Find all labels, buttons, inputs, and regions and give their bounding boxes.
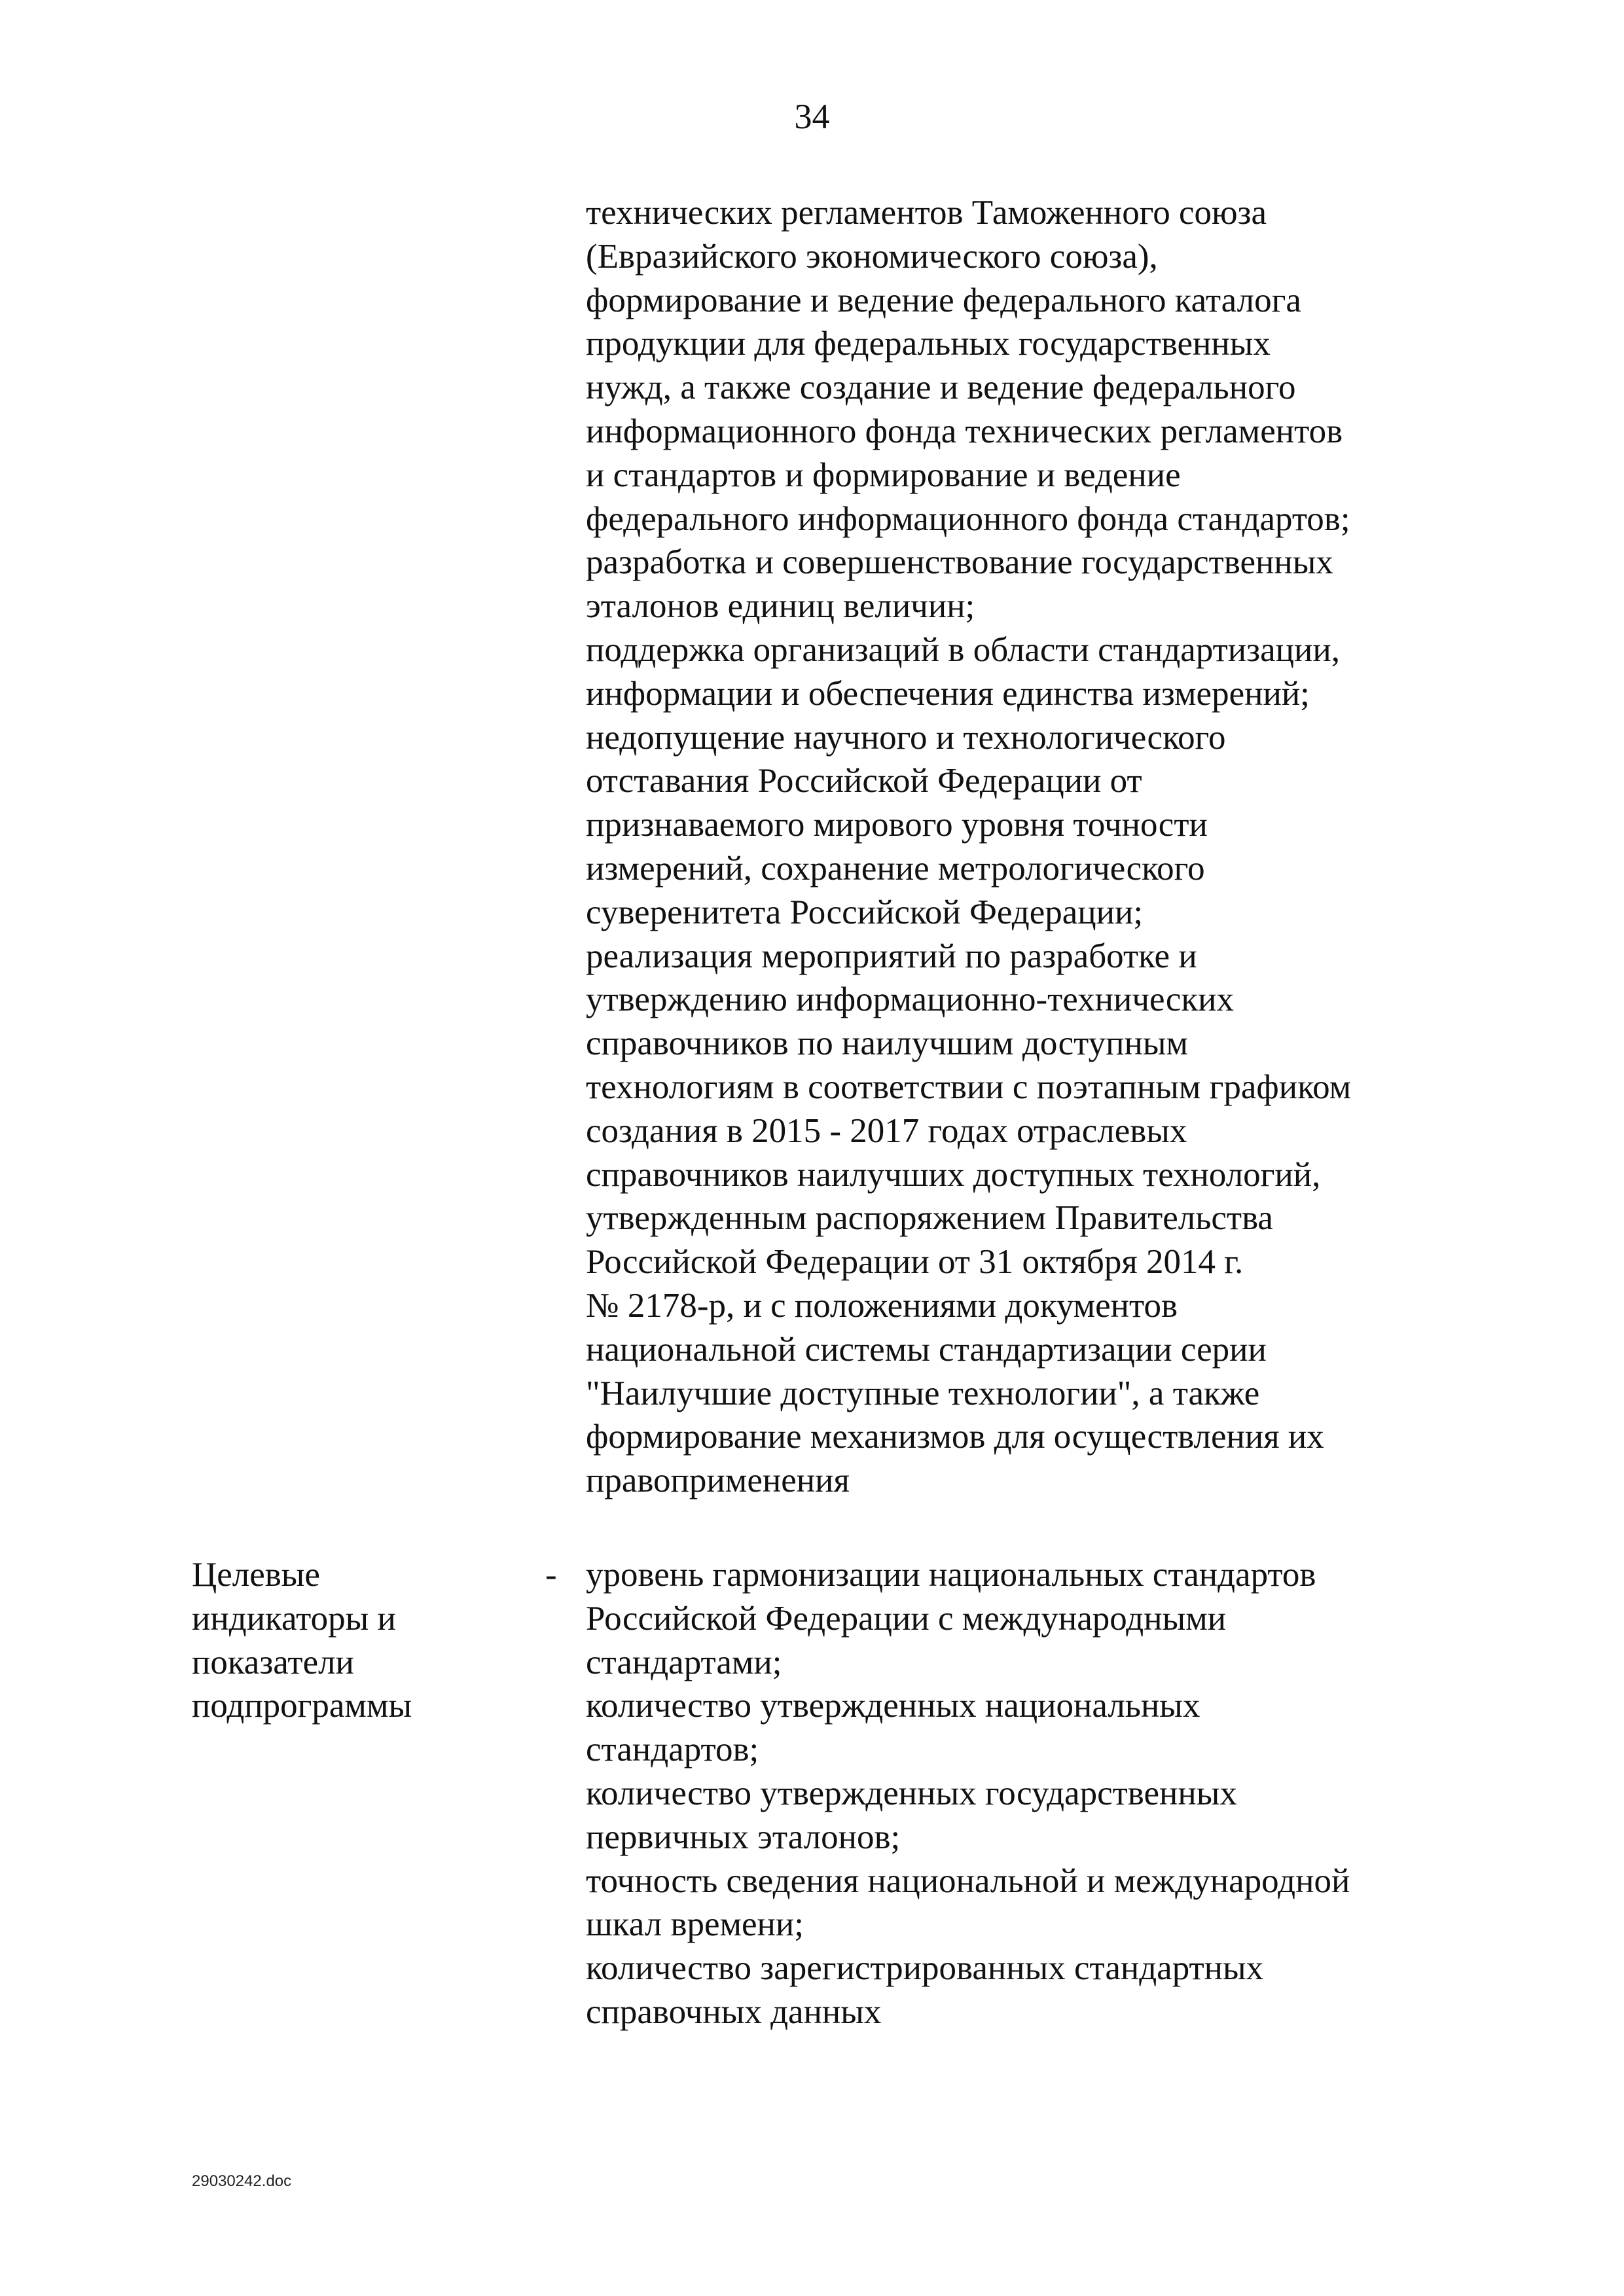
text-line: технических регламентов Таможенного союза xyxy=(586,194,1267,232)
text-line: федерального информационного фонда стандартов; xyxy=(586,499,1350,538)
text-line: технологиям в соответствии с поэтапным графиком xyxy=(586,1067,1352,1106)
text-line: поддержка организаций в области стандартизации, xyxy=(586,630,1340,669)
page-number: 34 xyxy=(794,97,830,136)
text-line: реализация мероприятий по разработке и xyxy=(586,937,1197,975)
text-line: справочных данных xyxy=(586,1992,882,2031)
text-line: и стандартов и формирование и ведение xyxy=(586,456,1181,494)
text-line: точность сведения национальной и международной xyxy=(586,1861,1350,1900)
text-line: стандартами; xyxy=(586,1643,782,1681)
text-line: "Наилучшие доступные технологии", а также xyxy=(586,1374,1260,1412)
continuation-text-block xyxy=(586,191,1515,1503)
text-line: недопущение научного и технологического xyxy=(586,718,1226,757)
text-line: нужд, а также создание и ведение федерального xyxy=(586,368,1296,407)
text-line: правоприменения xyxy=(586,1462,850,1500)
indicators-row-label xyxy=(192,1553,506,1728)
text-line: Российской Федерации с международными xyxy=(586,1599,1227,1638)
text-line: шкал времени; xyxy=(586,1905,804,1944)
document-file-id: 29030242.doc xyxy=(192,2172,292,2190)
indicators-text-block xyxy=(586,1553,1515,2034)
text-line: утвержденным распоряжением Правительства xyxy=(586,1199,1273,1238)
text-line: Российской Федерации от 31 октября 2014 г. xyxy=(586,1243,1244,1282)
text-line: уровень гармонизации национальных стандартов xyxy=(586,1556,1316,1594)
text-line: признаваемого мирового уровня точности xyxy=(586,806,1208,844)
label-line: индикаторы и xyxy=(192,1599,396,1638)
text-line: формирование и ведение федерального каталога xyxy=(586,281,1301,319)
text-line: справочников по наилучшим доступным xyxy=(586,1024,1188,1063)
text-line: количество утвержденных национальных xyxy=(586,1687,1200,1725)
text-line: первичных эталонов; xyxy=(586,1818,901,1856)
label-line: подпрограммы xyxy=(192,1687,412,1725)
text-line: (Евразийского экономического союза), xyxy=(586,237,1158,276)
text-line: информации и обеспечения единства измерений; xyxy=(586,674,1310,713)
label-line: Целевые xyxy=(192,1556,320,1594)
row-separator-dash: - xyxy=(545,1556,557,1594)
text-line: продукции для федеральных государственных xyxy=(586,325,1271,363)
label-line: показатели xyxy=(192,1643,354,1681)
text-line: количество зарегистрированных стандартных xyxy=(586,1949,1264,1988)
text-line: создания в 2015 - 2017 годах отраслевых xyxy=(586,1111,1187,1150)
text-line: утверждению информационно-технических xyxy=(586,980,1234,1019)
text-line: стандартов; xyxy=(586,1731,759,1769)
text-line: количество утвержденных государственных xyxy=(586,1774,1237,1812)
text-line: отставания Российской Федерации от xyxy=(586,762,1142,800)
text-line: национальной системы стандартизации серии xyxy=(586,1330,1267,1369)
text-line: разработка и совершенствование государственных xyxy=(586,543,1333,582)
text-line: измерений, сохранение метрологического xyxy=(586,849,1205,888)
text-line: справочников наилучших доступных технологий, xyxy=(586,1155,1321,1194)
text-line: информационного фонда технических регламентов xyxy=(586,412,1343,450)
text-line: № 2178-р, и с положениями документов xyxy=(586,1286,1178,1325)
text-line: эталонов единиц величин; xyxy=(586,587,975,626)
text-line: формирование механизмов для осуществления их xyxy=(586,1418,1324,1456)
text-line: суверенитета Российской Федерации; xyxy=(586,893,1144,931)
